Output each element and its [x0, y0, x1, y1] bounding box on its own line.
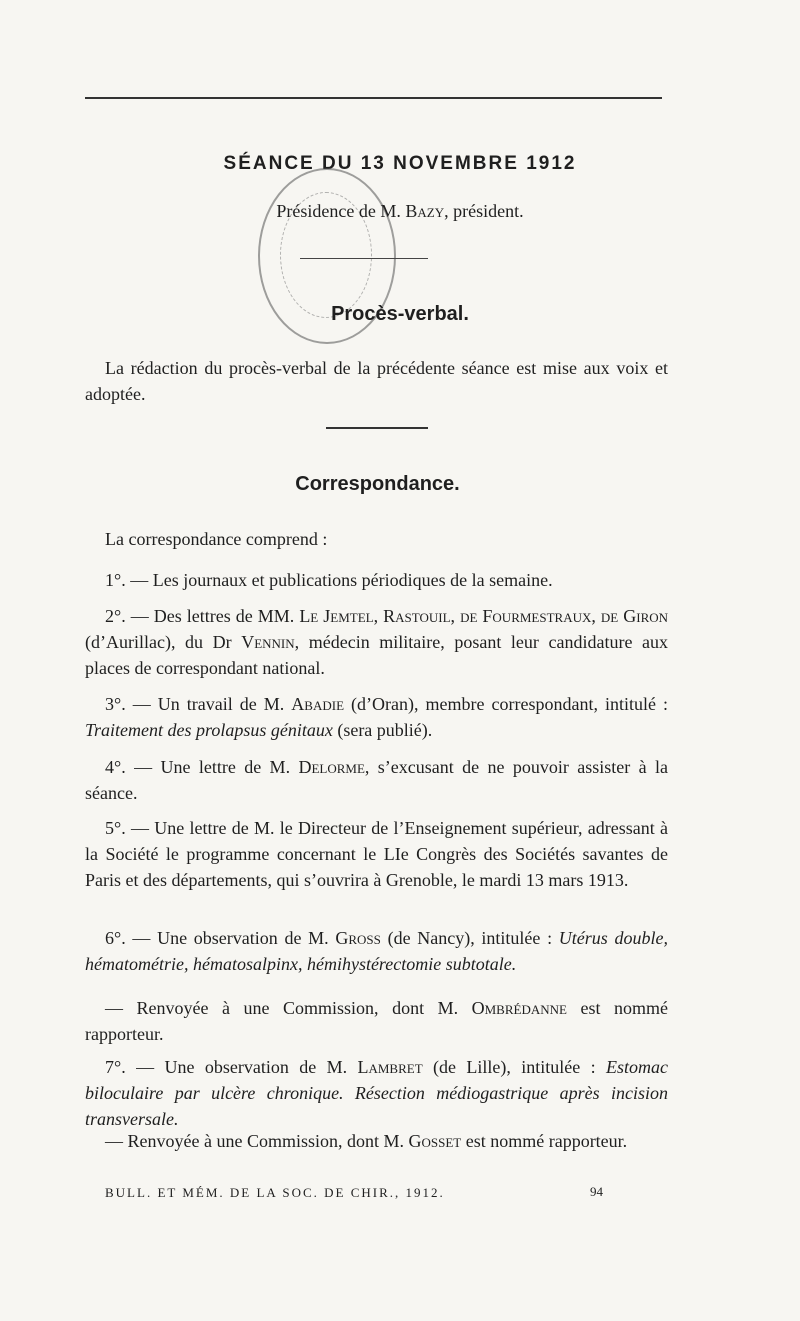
top-rule	[85, 97, 662, 99]
item-number: 1°.	[105, 570, 126, 590]
item-text: (sera publié).	[332, 720, 433, 740]
item-text: ,	[591, 606, 601, 626]
item-text: — Des lettres de MM.	[125, 606, 300, 626]
presidence-prefix: Présidence de M.	[276, 201, 406, 221]
referral-line	[85, 995, 668, 1047]
running-footer: BULL. ET MÉM. DE LA SOC. DE CHIR., 1912.	[105, 1185, 445, 1200]
list-item	[85, 691, 668, 743]
person-name: Gosset	[408, 1131, 462, 1151]
person-name: Gross	[335, 928, 381, 948]
person-name: Abadie	[291, 694, 345, 714]
person-name: Vennin	[241, 632, 295, 652]
session-title: SÉANCE DU 13 NOVEMBRE 1912	[223, 153, 577, 174]
item-text: (d’Aurillac), du Dr	[85, 632, 242, 652]
item-text: — Une lettre de M. le Directeur de l’Enseignement supérieur, adressant à la Société le programme concernant le LIe Congrès des Sociétés savantes de Paris et des départements, qui s’ouvrira à Grenoble, le mardi 13 mars 1913.	[85, 818, 668, 890]
divider-short	[300, 258, 428, 259]
correspondance-heading: Correspondance.	[295, 473, 460, 495]
item-text: — Renvoyée à une Commission, dont M.	[105, 998, 472, 1018]
item-number: 5°.	[105, 818, 126, 838]
item-text: (de Nancy), intitulée :	[380, 928, 559, 948]
page-number: 94	[590, 1184, 603, 1199]
item-text: ,	[450, 606, 461, 626]
list-item	[85, 567, 668, 593]
proces-verbal-text: La rédaction du procès-verbal de la précédente séance est mise aux voix et adoptée.	[85, 358, 668, 404]
item-text: ,	[373, 606, 384, 626]
proces-verbal-heading: Procès-verbal.	[331, 303, 469, 325]
person-name: Delorme	[298, 757, 365, 777]
item-text: — Les journaux et publications périodiques de la semaine.	[125, 570, 553, 590]
item-text: — Une lettre de M.	[125, 757, 299, 777]
list-item	[85, 925, 668, 977]
work-title: Traitement des prolapsus génitaux	[85, 720, 333, 740]
item-number: 6°.	[105, 928, 126, 948]
person-name: Le Jemtel	[299, 606, 374, 626]
item-text: (de Lille), intitulée :	[422, 1057, 607, 1077]
list-item	[85, 1054, 668, 1132]
item-number: 3°.	[105, 694, 126, 714]
referral-line	[85, 1128, 668, 1154]
item-text: est nommé rapporteur.	[85, 998, 668, 1044]
item-text: — Renvoyée à une Commission, dont M.	[105, 1131, 409, 1151]
person-name: Rastouil	[383, 606, 451, 626]
person-name: Lambret	[357, 1057, 423, 1077]
section-rule	[326, 427, 428, 429]
item-number: 4°.	[105, 757, 126, 777]
work-title: Utérus double, hématométrie, hématosalpinx, hémihystérectomie subtotale.	[85, 928, 668, 974]
item-number: 2°.	[105, 606, 126, 626]
item-text: est nommé rapporteur.	[461, 1131, 628, 1151]
item-text: — Une observation de M.	[125, 1057, 358, 1077]
presidence-line	[0, 201, 800, 222]
item-text: — Une observation de M.	[125, 928, 336, 948]
presidence-suffix: , président.	[444, 201, 524, 221]
list-item	[85, 754, 668, 806]
work-title: Estomac biloculaire par ulcère chronique. Résection médiogastrique après incision transversale.	[85, 1057, 669, 1129]
item-number: 7°.	[105, 1057, 126, 1077]
item-text: — Un travail de M.	[125, 694, 292, 714]
person-name: de Giron	[600, 606, 669, 626]
item-text: (d’Oran), membre correspondant, intitulé :	[344, 694, 669, 714]
item-text: , médecin militaire, posant leur candidature aux places de correspondant national.	[85, 632, 669, 678]
list-item	[85, 603, 668, 681]
president-name: Bazy	[405, 201, 445, 221]
person-name: Ombrédanne	[471, 998, 567, 1018]
correspondance-intro: La correspondance comprend :	[105, 529, 328, 549]
item-text: , s’excusant de ne pouvoir assister à la séance.	[85, 757, 668, 803]
list-item	[85, 815, 668, 893]
person-name: de Fourmestraux	[460, 606, 592, 626]
